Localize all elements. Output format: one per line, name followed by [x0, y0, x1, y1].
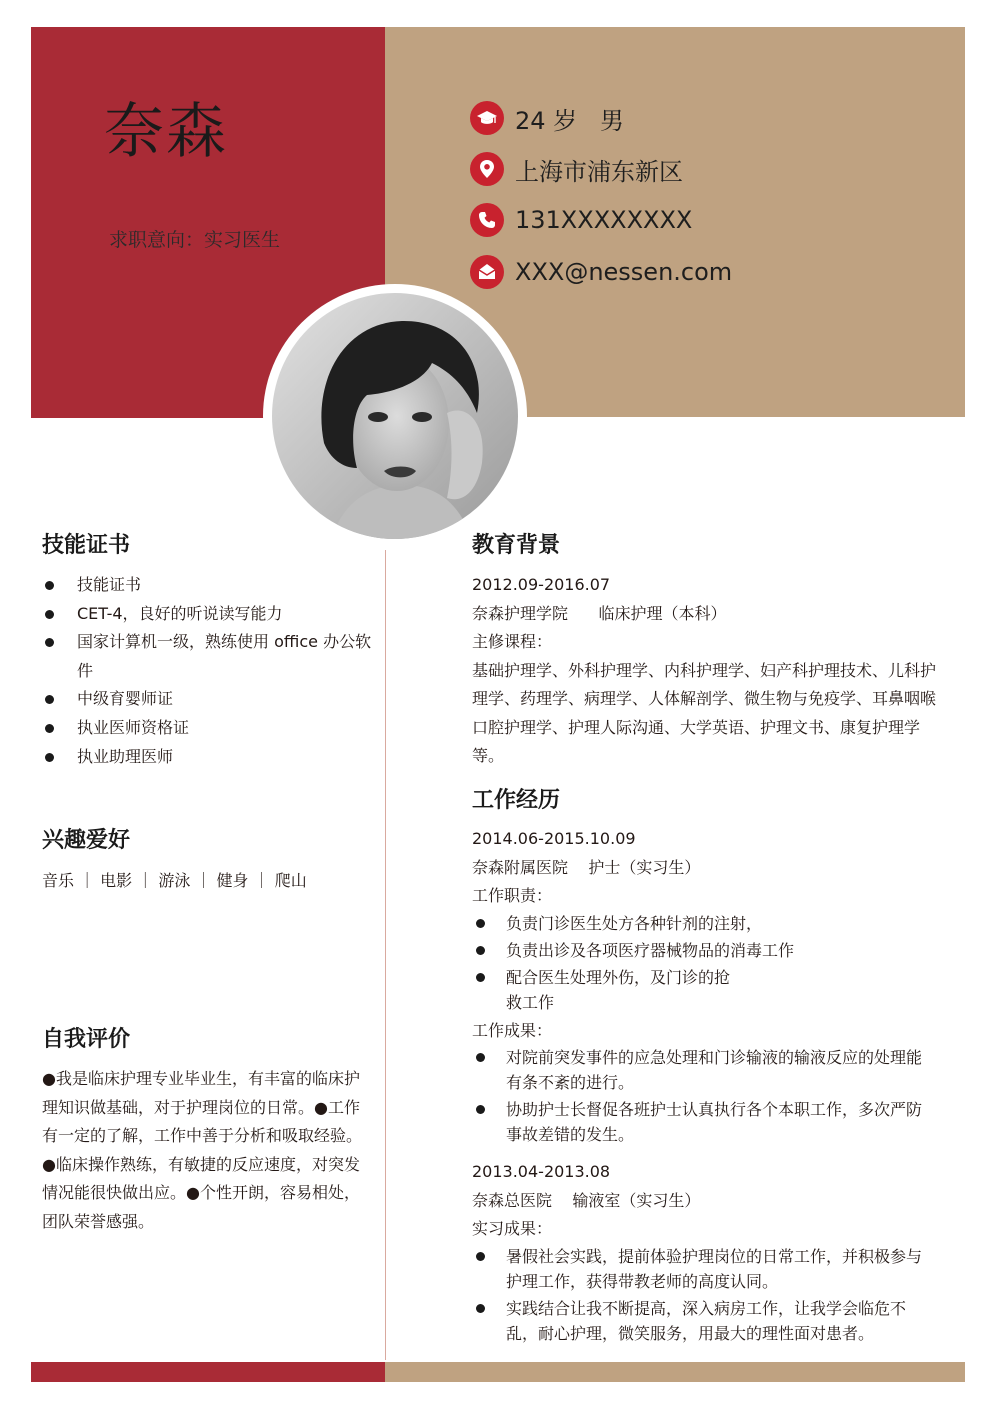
hobbies-heading: 兴趣爱好	[42, 828, 131, 853]
list-item: 协助护士长督促各班护士认真执行各个本职工作，多次严防事故差错的发生。	[472, 1097, 922, 1147]
contact-phone	[470, 202, 692, 238]
job-org: 奈森附属医院 护士（实习生）	[472, 857, 701, 877]
contact-age-gender	[470, 100, 624, 136]
footer-red-bar	[31, 1362, 385, 1382]
column-divider	[385, 550, 386, 1360]
list-item: 中级育婴师证	[42, 685, 372, 714]
courses-text: 基础护理学、外科护理学、内科护理学、妇产科护理技术、儿科护理学、药理学、病理学、人体解剖学、微生物与免疫学、耳鼻咽喉口腔护理学、护理人际沟通、大学英语、护理文书、康复护理学等。	[472, 660, 937, 765]
list-item: 负责出诊及各项医疗器械物品的消毒工作	[472, 938, 922, 963]
contact-text: XXX@nessen.com	[515, 258, 733, 286]
contact-email	[470, 254, 732, 290]
result-label: 工作成果：	[472, 1020, 553, 1040]
list-item: 实践结合让我不断提高，深入病房工作，让我学会临危不乱，耐心护理，微笑服务，用最大的理性面对患者。	[472, 1296, 922, 1346]
work-heading: 工作经历	[472, 788, 561, 813]
location-pin-icon	[470, 152, 504, 186]
job-period: 2013.04-2013.08	[472, 1162, 611, 1181]
list-item: 执业助理医师	[42, 743, 372, 772]
list-item: 暑假社会实践，提前体验护理岗位的日常工作，并积极参与护理工作，获得带教老师的高度认同。	[472, 1244, 922, 1294]
education-section	[472, 571, 942, 771]
footer-tan-bar	[385, 1362, 965, 1382]
graduation-cap-icon	[470, 101, 504, 135]
phone-icon	[470, 203, 504, 237]
profile-photo	[272, 293, 518, 539]
job-org: 奈森总医院 输液室（实习生）	[472, 1190, 701, 1210]
list-item: 执业医师资格证	[42, 714, 372, 743]
contact-text: 24 岁 男	[515, 106, 625, 135]
result-label: 实习成果：	[472, 1219, 553, 1238]
self-eval-text: ●我是临床护理专业毕业生，有丰富的临床护理知识做基础，对于护理岗位的日常。●工作有一定的了解，工作中善于分析和吸取经验。●临床操作熟练，有敏捷的反应速度，对突发情况能很快做出应。●个性开朗，容易相处，团队荣誉感强。	[42, 1069, 363, 1231]
contact-text: 131XXXXXXXX	[515, 206, 693, 234]
courses-label: 主修课程：	[472, 632, 553, 651]
job-period: 2014.06-2015.10.09	[472, 829, 636, 848]
list-item: 技能证书	[42, 571, 372, 600]
self-eval-heading: 自我评价	[42, 1027, 131, 1052]
list-item: 国家计算机一级，熟练使用 office 办公软件	[42, 628, 372, 685]
hobbies-text: 音乐 ｜ 电影 ｜ 游泳 ｜ 健身 ｜ 爬山	[42, 871, 307, 890]
skills-list	[42, 571, 372, 771]
job-entry	[472, 825, 922, 1149]
skills-heading: 技能证书	[42, 533, 131, 558]
mail-icon	[470, 255, 504, 289]
list-item: 配合医生处理外伤，及门诊的抢救工作	[472, 965, 736, 1015]
contact-location	[470, 151, 683, 187]
duty-label: 工作职责：	[472, 886, 553, 905]
result-list	[472, 1244, 922, 1346]
education-heading: 教育背景	[472, 533, 561, 558]
contact-text: 上海市浦东新区	[515, 157, 683, 186]
education-school: 奈森护理学院 临床护理（本科）	[472, 603, 727, 623]
list-item: 对院前突发事件的应急处理和门诊输液的输液反应的处理能有条不紊的进行。	[472, 1045, 922, 1095]
duty-list	[472, 911, 922, 1015]
result-list	[472, 1045, 922, 1147]
job-entry	[472, 1158, 922, 1348]
list-item: CET-4，良好的听说读写能力	[42, 600, 372, 629]
education-period: 2012.09-2016.07	[472, 575, 611, 594]
list-item: 负责门诊医生处方各种针剂的注射，	[472, 911, 922, 936]
candidate-name: 奈森	[104, 97, 228, 167]
job-intent: 求职意向：实习医生	[109, 229, 281, 251]
